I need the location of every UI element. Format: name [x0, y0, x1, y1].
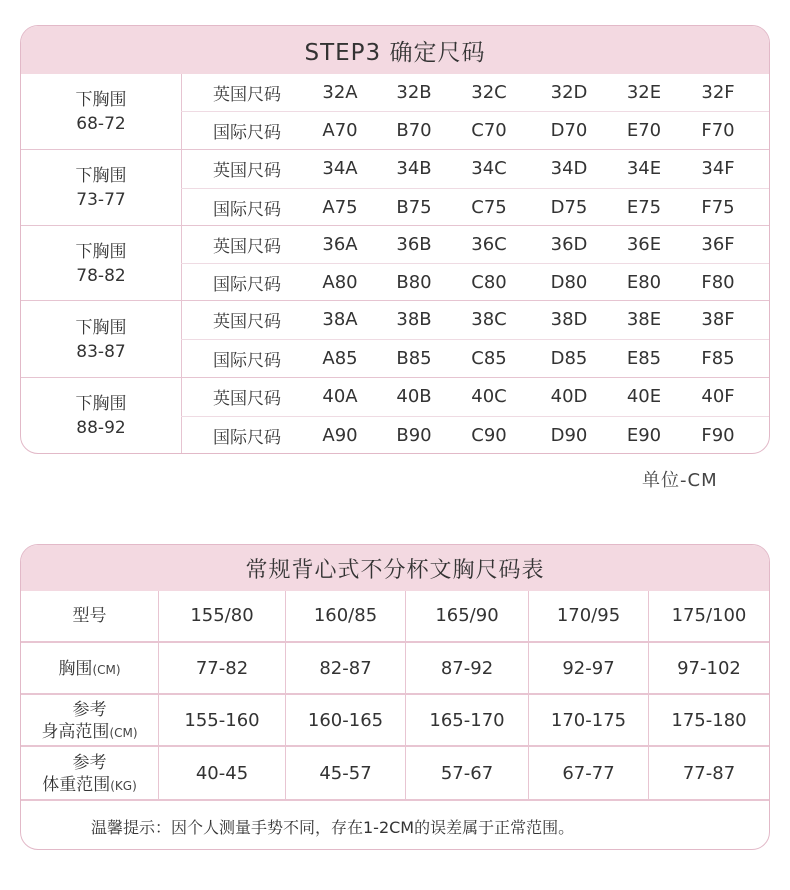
underbust-band	[21, 150, 182, 226]
row-label-sub: 身高范围	[41, 721, 110, 742]
vest-value-cell: 92-97	[529, 643, 649, 695]
vest-row-label	[21, 695, 159, 747]
size-table-step3	[20, 25, 770, 454]
size-cell: 32B	[396, 82, 432, 103]
size-group	[21, 74, 769, 149]
size-cell: D70	[550, 120, 588, 141]
size-cell: 32C	[471, 82, 507, 103]
uk-size-label: 英国尺码	[213, 389, 281, 409]
size-cell: B75	[396, 197, 432, 218]
size-group	[21, 300, 769, 378]
vest-value-cell: 165/90	[406, 591, 529, 641]
underbust-band	[21, 301, 182, 378]
intl-size-label: 国际尺码	[213, 351, 281, 371]
size-cell: A80	[322, 272, 358, 293]
size-cell: E90	[626, 425, 662, 446]
vest-value-cell: 40-45	[159, 747, 286, 801]
underbust-label: 下胸围	[75, 166, 127, 186]
size-cell: 38F	[701, 309, 735, 330]
uk-size-row	[181, 378, 769, 415]
size-cell: F90	[701, 425, 735, 446]
row-label-main: 胸围	[58, 658, 93, 679]
size-cell: 38E	[626, 309, 662, 330]
size-cell: 34E	[626, 158, 662, 179]
size-cell: 40F	[701, 386, 735, 407]
size-cell: A70	[322, 120, 358, 141]
size-cell: 32D	[550, 82, 588, 103]
size-cell: C75	[471, 197, 507, 218]
row-label-unit: (CM)	[109, 725, 138, 740]
vest-value-cell: 170/95	[529, 591, 649, 641]
uk-size-row	[181, 74, 769, 111]
vest-value-cell: 165-170	[406, 695, 529, 747]
size-cell: 40C	[471, 386, 507, 407]
intl-size-label: 国际尺码	[213, 428, 281, 448]
vest-value-cell: 45-57	[286, 747, 406, 801]
intl-size-row	[181, 339, 769, 377]
vest-value-cell: 57-67	[406, 747, 529, 801]
row-label-line1: 参考	[72, 752, 107, 773]
size-cell: F75	[701, 197, 735, 218]
size-cell: 40D	[550, 386, 588, 407]
size-cell: 32A	[322, 82, 358, 103]
vest-table-row	[21, 693, 769, 747]
row-label-line1: 参考	[72, 699, 107, 720]
size-cell: C85	[471, 348, 507, 369]
size-cell: C70	[471, 120, 507, 141]
vest-value-cell: 160-165	[286, 695, 406, 747]
uk-size-row	[181, 150, 769, 187]
size-cell: 32E	[626, 82, 662, 103]
size-cell: E80	[626, 272, 662, 293]
size-cell: 34D	[550, 158, 588, 179]
vest-row-label	[21, 747, 159, 801]
size-cell: D75	[550, 197, 588, 218]
vest-value-cell: 155-160	[159, 695, 286, 747]
size-cell: C90	[471, 425, 507, 446]
size-cell: 38D	[550, 309, 588, 330]
size-cell: 34C	[471, 158, 507, 179]
underbust-band	[21, 226, 182, 301]
vest-table-row	[21, 591, 769, 641]
underbust-range: 73-77	[76, 190, 126, 210]
size-group	[21, 225, 769, 301]
size-cell: E75	[626, 197, 662, 218]
underbust-range: 83-87	[76, 341, 126, 362]
size-cell: 36E	[626, 234, 662, 255]
size-cell: F85	[701, 348, 735, 369]
uk-size-label: 英国尺码	[213, 85, 281, 105]
size-cell: 40B	[396, 386, 432, 407]
underbust-range: 88-92	[76, 418, 126, 438]
size-group	[21, 149, 769, 226]
size-group	[21, 377, 769, 454]
size-cell: 34A	[322, 158, 358, 179]
size-cell: 36C	[471, 234, 507, 255]
step3-title: STEP3 确定尺码	[21, 26, 769, 74]
size-cell: 32F	[701, 82, 735, 103]
vest-value-cell: 175/100	[671, 605, 747, 626]
size-cell: A85	[322, 348, 358, 369]
vest-table-row	[21, 745, 769, 801]
size-cell: B70	[396, 120, 432, 141]
unit-note: 单位-CM	[642, 470, 718, 491]
vest-value-cell: 87-92	[406, 643, 529, 695]
row-label-line2	[41, 721, 137, 744]
size-cell: C80	[471, 272, 507, 293]
intl-size-row	[181, 416, 769, 454]
underbust-band	[21, 74, 182, 149]
vest-value-cell: 97-102	[677, 658, 741, 679]
underbust-label: 下胸围	[75, 317, 127, 338]
underbust-band	[21, 378, 182, 454]
underbust-label: 下胸围	[75, 241, 127, 262]
vest-table-title: 常规背心式不分杯文胸尺码表	[21, 545, 769, 591]
size-cell: E70	[626, 120, 662, 141]
intl-size-label: 国际尺码	[213, 200, 281, 220]
size-cell: D85	[550, 348, 588, 369]
size-cell: 34F	[701, 158, 735, 179]
vest-value-cell: 170-175	[529, 695, 649, 747]
uk-size-label: 英国尺码	[213, 237, 281, 257]
size-cell: A90	[322, 425, 358, 446]
size-cell: F70	[701, 120, 735, 141]
size-cell: D80	[550, 272, 588, 293]
size-cell: B85	[396, 348, 432, 369]
size-cell: A75	[322, 197, 358, 218]
vest-value-cell: 155/80	[159, 591, 286, 641]
vest-value-cell: 77-82	[159, 643, 286, 695]
vest-row-label	[21, 643, 159, 695]
size-cell: 36B	[396, 234, 432, 255]
size-cell: 36F	[701, 234, 735, 255]
vest-bra-size-table	[20, 544, 770, 850]
row-label-sub: 体重范围	[42, 774, 111, 795]
row-label-unit: (KG)	[110, 778, 137, 793]
size-cell: 38B	[396, 309, 432, 330]
uk-size-label: 英国尺码	[213, 161, 281, 181]
vest-table-row	[21, 641, 769, 695]
intl-size-label: 国际尺码	[213, 123, 281, 143]
row-label-main: 型号	[72, 606, 107, 626]
uk-size-row	[181, 301, 769, 338]
size-cell: F80	[701, 272, 735, 293]
size-cell: D90	[550, 425, 588, 446]
intl-size-row	[181, 111, 769, 149]
size-cell: 34B	[396, 158, 432, 179]
tip-text: 温馨提示：因个人测量手势不同，存在1-2CM的误差属于正常范围。	[21, 799, 769, 850]
size-cell: 40E	[626, 386, 662, 407]
uk-size-row	[181, 226, 769, 263]
underbust-label: 下胸围	[75, 394, 127, 414]
vest-value-cell: 82-87	[286, 643, 406, 695]
vest-row-label	[21, 591, 159, 641]
size-cell: 36A	[322, 234, 358, 255]
vest-value-cell: 175-180	[671, 710, 747, 731]
row-label-unit: (CM)	[92, 662, 121, 677]
size-cell: 38A	[322, 309, 358, 330]
intl-size-row	[181, 188, 769, 226]
uk-size-label: 英国尺码	[213, 312, 281, 332]
size-cell: 36D	[550, 234, 588, 255]
size-cell: 40A	[322, 386, 358, 407]
size-cell: B80	[396, 272, 432, 293]
underbust-range: 78-82	[76, 265, 126, 286]
intl-size-row	[181, 263, 769, 301]
vest-value-cell: 77-87	[682, 763, 736, 784]
vest-value-cell: 160/85	[286, 591, 406, 641]
intl-size-label: 国际尺码	[213, 275, 281, 295]
size-cell: E85	[626, 348, 662, 369]
size-cell: B90	[396, 425, 432, 446]
underbust-range: 68-72	[76, 113, 126, 134]
underbust-label: 下胸围	[75, 89, 127, 110]
vest-value-cell: 67-77	[529, 747, 649, 801]
size-cell: 38C	[471, 309, 507, 330]
row-label-line2	[42, 774, 137, 797]
